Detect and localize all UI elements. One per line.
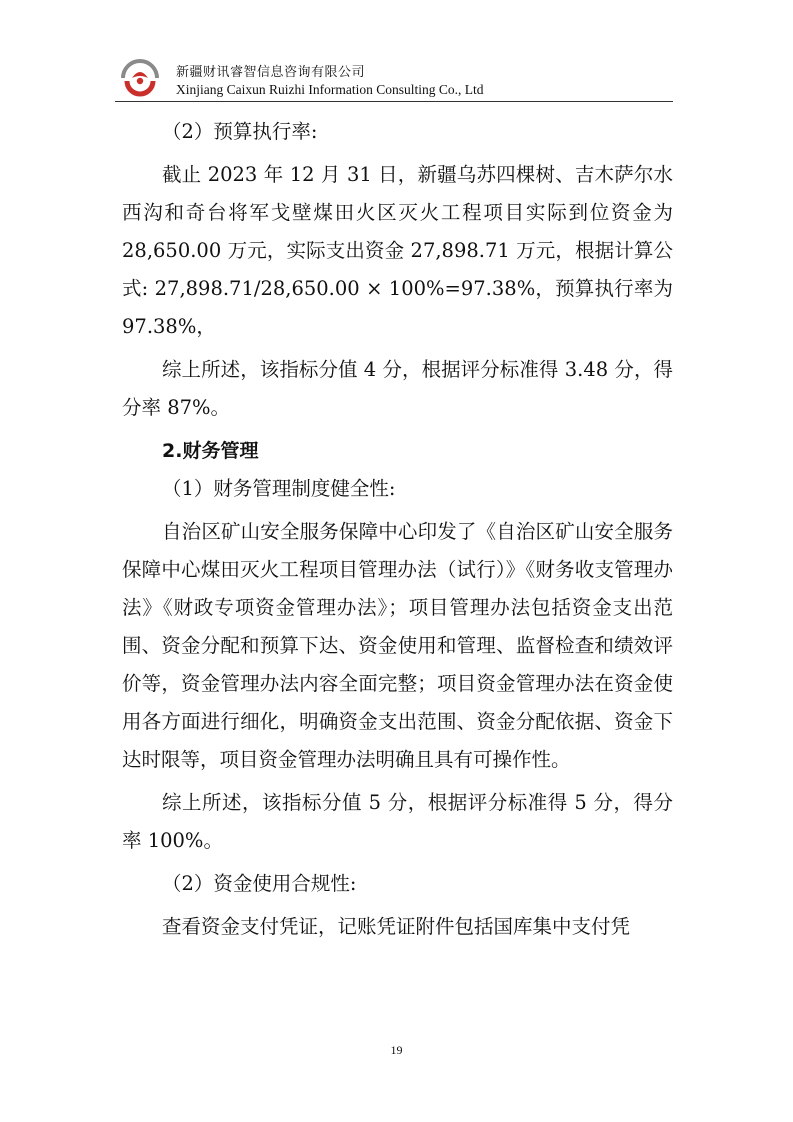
- paragraph-fund-compliance: 查看资金支付凭证，记账凭证附件包括国库集中支付凭: [162, 915, 631, 938]
- section-heading-financial-management: 2.财务管理: [162, 440, 259, 462]
- document-body: [122, 113, 673, 946]
- page-number: 19: [390, 1043, 403, 1057]
- paragraph-budget-detail: 截止 2023 年 12 月 31 日，新疆乌苏四棵树、吉木萨尔水西沟和奇台将军戈壁煤田火区灭火工程项目实际到位资金为 28,650.00 万元，实际支出资金 27,898.71 万元，根据计算公式: 27,898.71/28,650.00 × 100%=97.38%，预算执行率为 97.38%，: [122, 163, 673, 338]
- paragraph-budget-summary: 综上所述，该指标分值 4 分，根据评分标准得 3.48 分，得分率 87%。: [122, 358, 673, 419]
- company-name-en: Xinjiang Caixun Ruizhi Information Consulting Co., Ltd: [176, 82, 484, 97]
- header-divider: [115, 101, 673, 102]
- company-name-cn: 新疆财讯睿智信息咨询有限公司: [176, 65, 366, 80]
- company-logo-icon: [117, 54, 163, 98]
- paragraph-system-summary: 综上所述，该指标分值 5 分，根据评分标准得 5 分，得分率 100%。: [122, 791, 673, 852]
- subheading-system-soundness: （1）财务管理制度健全性:: [162, 477, 396, 500]
- subheading-fund-compliance: （2）资金使用合规性:: [162, 872, 357, 895]
- subheading-budget-execution: （2）预算执行率:: [162, 120, 318, 143]
- paragraph-system-detail: 自治区矿山安全服务保障中心印发了《自治区矿山安全服务保障中心煤田灭火工程项目管理办法（试行）》《财务收支管理办法》《财政专项资金管理办法》；项目管理办法包括资金支出范围、资金分配和预算下达、资金使用和管理、监督检查和绩效评价等，资金管理办法内容全面完整；项目资金管理办法在资金使用各方面进行细化，明确资金支出范围、资金分配依据、资金下达时限等，项目资金管理办法明确且具有可操作性。: [122, 520, 673, 771]
